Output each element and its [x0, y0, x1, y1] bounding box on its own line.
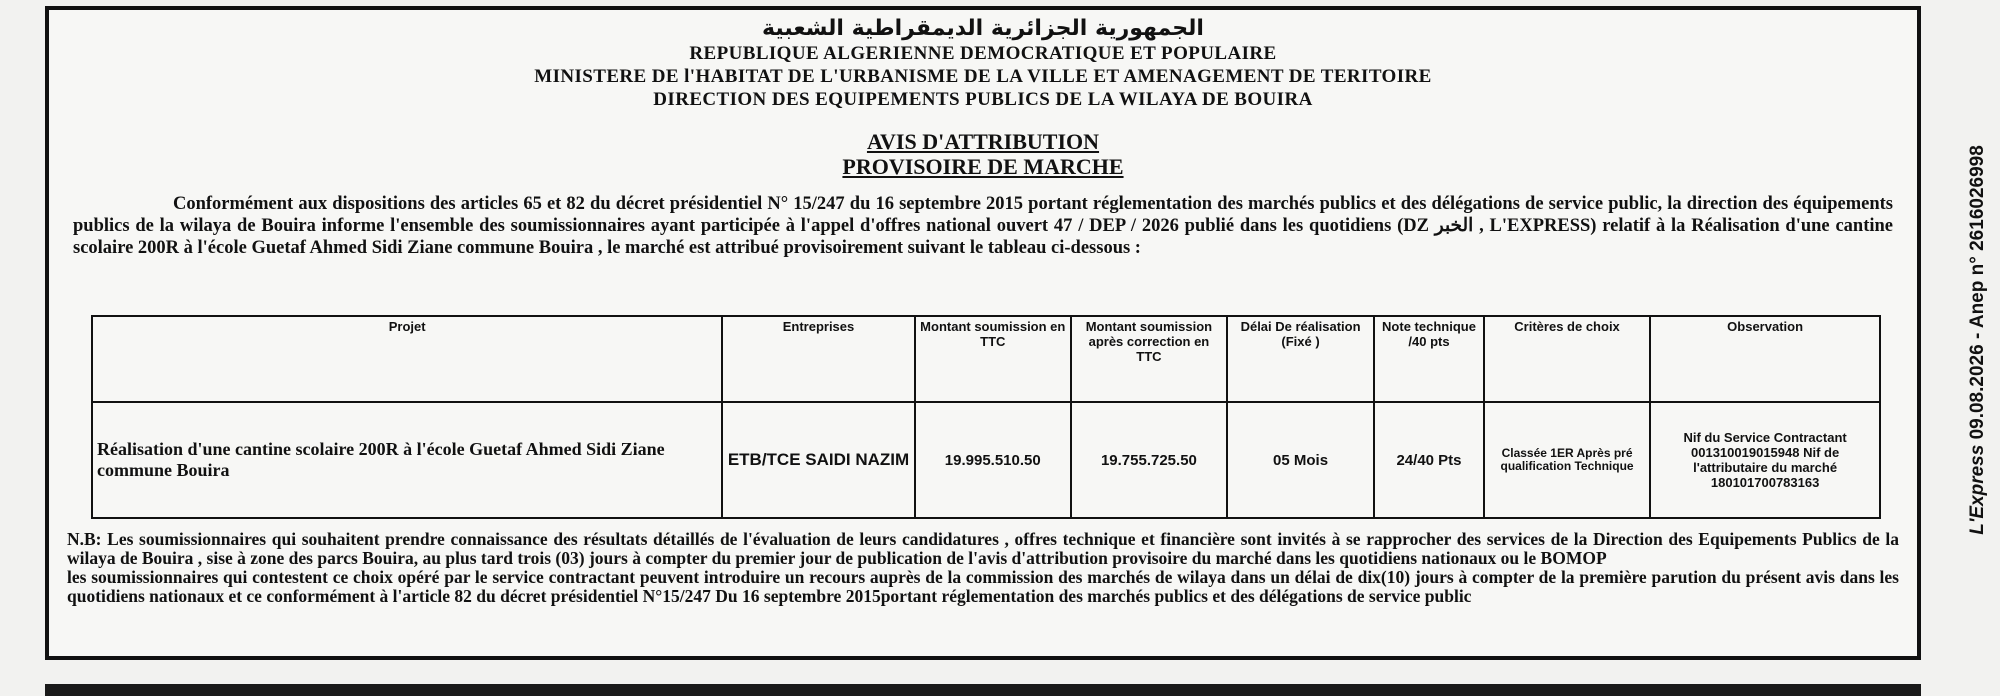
publication-date-ref: 09.08.2026 - Anep n° 2616026998: [1967, 145, 1988, 440]
cell-projet: Réalisation d'une cantine scolaire 200R à l'école Guetaf Ahmed Sidi Ziane commune Bouira: [92, 402, 722, 518]
notice-header: [49, 16, 1917, 111]
header-observation: Observation: [1650, 316, 1880, 402]
cell-observation: Nif du Service Contractant 001310019015948 Nif de l'attributaire du marché 180101700783163: [1650, 402, 1880, 518]
publication-name: L'Express: [1967, 444, 1988, 535]
award-table: [91, 315, 1881, 519]
cell-criteres: Classée 1ER Après pré qualification Technique: [1484, 402, 1650, 518]
header-montant-correction: Montant soumission après correction en TTC: [1071, 316, 1227, 402]
bottom-divider: [45, 684, 1921, 696]
intro-paragraph: Conformément aux dispositions des articles 65 et 82 du décret présidentiel N° 15/247 du 16 septembre 2015 portant réglementation des marchés publics et des délégations de service public, la direction des équipements publics de la wilaya de Bouira informe l'ensemble des soumissionnaires ayant participée à l'appel d'offres national ouvert 47 / DEP / 2026 publié dans les quotidiens (DZ الخبر , L'EXPRESS) relatif à la Réalisation d'une cantine scolaire 200R à l'école Guetaf Ahmed Sidi Ziane commune Bouira , le marché est attribué provisoirement suivant le tableau ci-dessous :: [73, 194, 1893, 258]
title-line-2: PROVISOIRE DE MARCHE: [842, 154, 1124, 179]
cell-montant-ttc: 19.995.510.50: [915, 402, 1071, 518]
nb-paragraph-2: les soumissionnaires qui contestent ce choix opéré par le service contractant peuvent introduire un recours auprès de la commission des marchés de wilaya dans un délai de dix(10) jours à compter de la première parution du présent avis dans les quotidiens nationaux et ce conformément à l'article 82 du décret présidentiel N°15/247 Du 16 septembre 2015portant réglementation des marchés publics et des délégations de service public: [67, 567, 1899, 606]
notice-frame: [45, 6, 1921, 660]
header-note: Note technique /40 pts: [1374, 316, 1484, 402]
table-row: [92, 402, 1880, 518]
header-delai: Délai De réalisation (Fixé ): [1227, 316, 1374, 402]
cell-note: 24/40 Pts: [1374, 402, 1484, 518]
header-projet: Projet: [92, 316, 722, 402]
direction-line: DIRECTION DES EQUIPEMENTS PUBLICS DE LA WILAYA DE BOUIRA: [653, 89, 1313, 110]
arabic-header: الجمهورية الجزائرية الديمقراطية الشعبية: [762, 16, 1204, 41]
notice-title: [49, 129, 1917, 179]
header-montant-ttc: Montant soumission en TTC: [915, 316, 1071, 402]
table-header-row: [92, 316, 1880, 402]
cell-montant-correction: 19.755.725.50: [1071, 402, 1227, 518]
publication-stamp: [1967, 145, 1989, 535]
header-criteres: Critères de choix: [1484, 316, 1650, 402]
title-line-1: AVIS D'ATTRIBUTION: [866, 129, 1100, 154]
nb-section: [67, 530, 1899, 606]
republic-line: REPUBLIQUE ALGERIENNE DEMOCRATIQUE ET POPULAIRE: [689, 43, 1277, 64]
nb-paragraph-1: N.B: Les soumissionnaires qui souhaitent prendre connaissance des résultats détaillés de l'évaluation de leurs candidatures , offres technique et financière sont invités à se rapprocher des services de la Direction des Equipements Publics de la wilaya de Bouira , sise à zone des parcs Bouira, au plus tard trois (03) jours à compter du premier jour de publication de l'avis d'attribution provisoire du marché dans les quotidiens nationaux ou le BOMOP: [67, 529, 1899, 568]
header-entreprises: Entreprises: [722, 316, 914, 402]
cell-entreprises: ETB/TCE SAIDI NAZIM: [722, 402, 914, 518]
ministry-line: MINISTERE DE l'HABITAT DE L'URBANISME DE LA VILLE ET AMENAGEMENT DE TERITOIRE: [534, 66, 1432, 87]
cell-delai: 05 Mois: [1227, 402, 1374, 518]
